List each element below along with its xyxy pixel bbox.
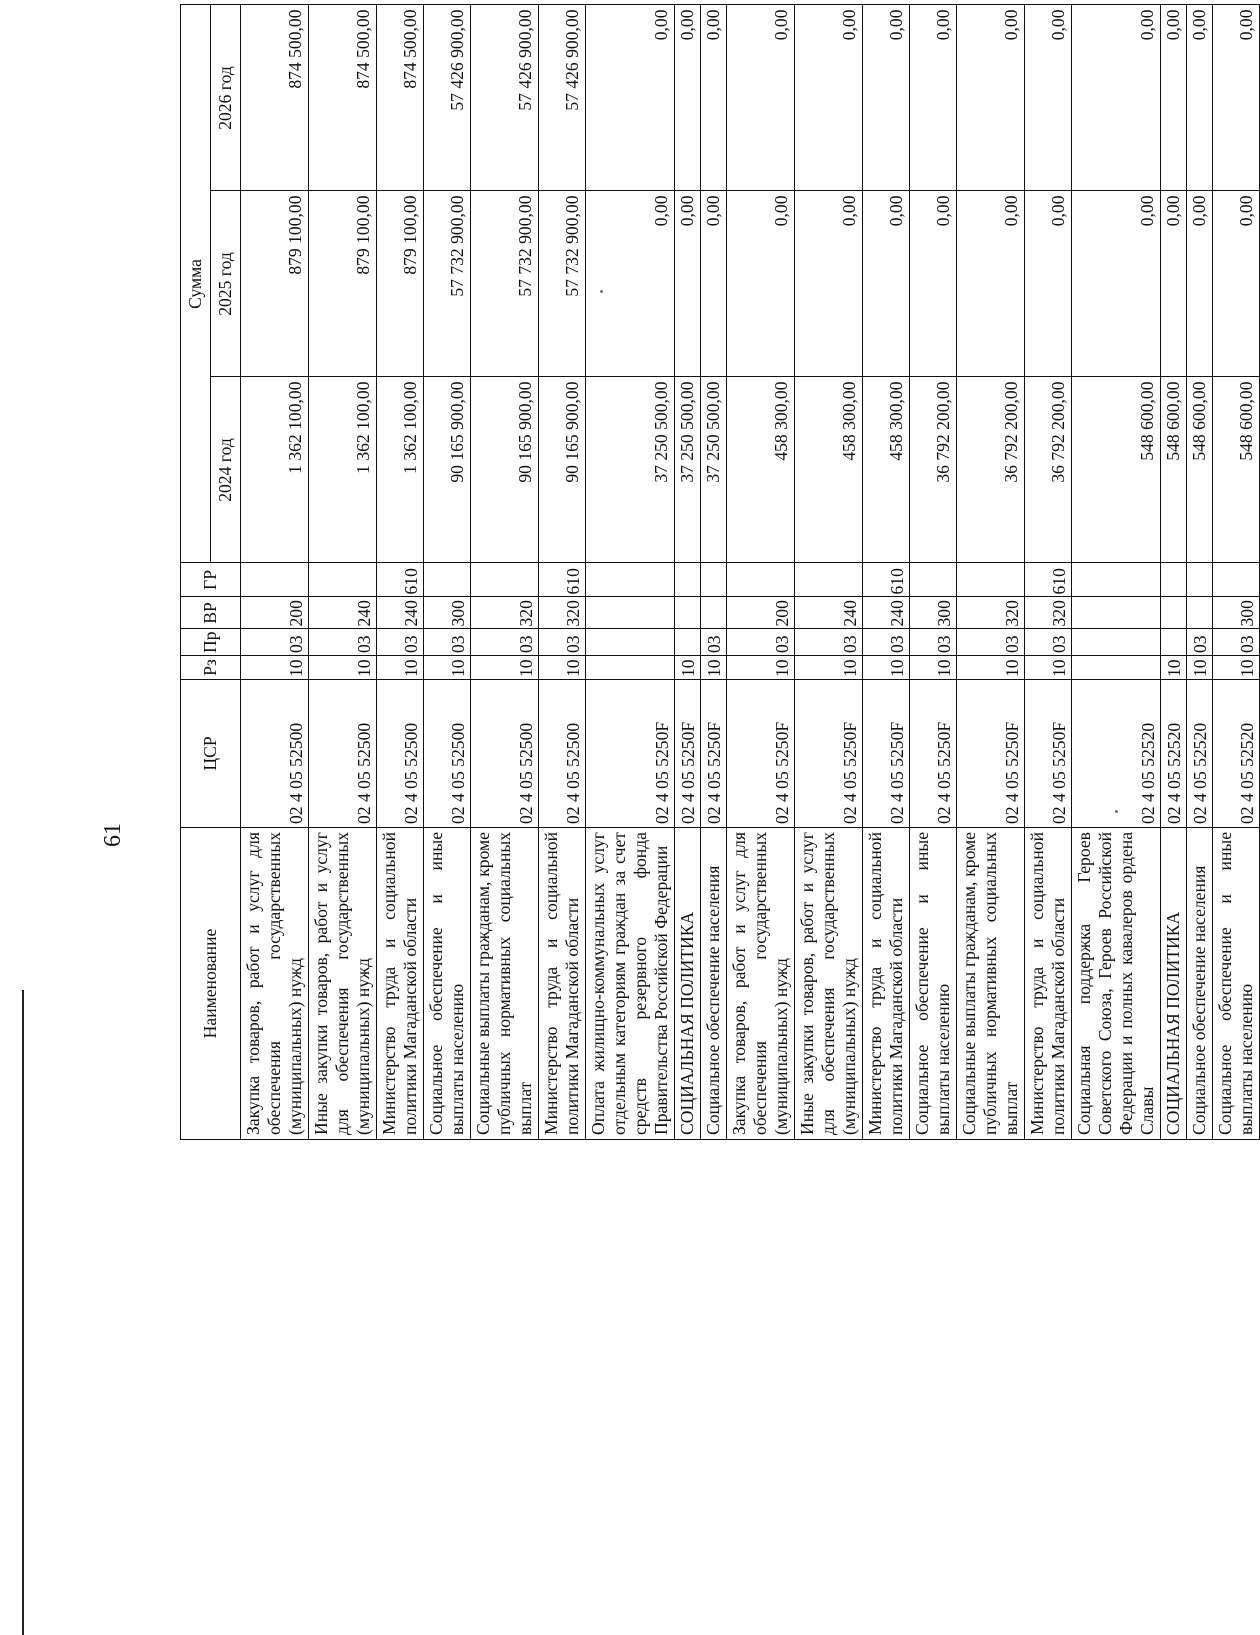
row-vr: 240	[863, 597, 910, 629]
row-pr: 03	[471, 629, 539, 656]
row-amount-2025: 0,00	[910, 191, 957, 377]
row-csr: 02 4 05 5250F	[795, 680, 863, 828]
row-gr: 610	[1025, 563, 1072, 597]
row-vr	[1187, 597, 1213, 629]
row-amount-2025: 0,00	[675, 191, 701, 377]
row-name: Социальное обеспечение и иные выплаты населению	[1213, 828, 1260, 1140]
row-rz	[586, 656, 675, 680]
row-pr	[1072, 629, 1161, 656]
row-amount-2025: 57 732 900,00	[539, 191, 586, 377]
row-csr: 02 4 05 52500	[241, 680, 309, 828]
row-amount-2025: 0,00	[1187, 191, 1213, 377]
row-gr	[675, 563, 701, 597]
row-amount-2026: 0,00	[1213, 5, 1260, 191]
row-vr: 300	[910, 597, 957, 629]
row-amount-2024: 548 600,00	[1213, 377, 1260, 563]
table-row	[957, 5, 1025, 1140]
row-amount-2026: 0,00	[727, 5, 795, 191]
row-amount-2025: 0,00	[727, 191, 795, 377]
row-pr: 03	[795, 629, 863, 656]
table-row	[586, 5, 675, 1140]
row-csr: 02 4 05 52500	[377, 680, 424, 828]
row-csr: 02 4 05 5250F	[910, 680, 957, 828]
row-rz: 10	[957, 656, 1025, 680]
row-vr: 300	[424, 597, 471, 629]
row-name: Оплата жилищно-коммунальных услуг отдельным категориям граждан за счет средств резервного фонда Правительства Российской Федерации	[586, 828, 675, 1140]
row-rz: 10	[863, 656, 910, 680]
row-name: Министерство труда и социальной политики Магаданской области	[377, 828, 424, 1140]
row-amount-2025: 0,00	[1213, 191, 1260, 377]
row-pr: 03	[727, 629, 795, 656]
row-pr: 03	[1187, 629, 1213, 656]
row-pr: 03	[424, 629, 471, 656]
row-amount-2026: 0,00	[1161, 5, 1187, 191]
row-amount-2026: 874 500,00	[241, 5, 309, 191]
row-csr: 02 4 05 52520	[1213, 680, 1260, 828]
row-name: Социальное обеспечение и иные выплаты населению	[910, 828, 957, 1140]
row-gr: 610	[377, 563, 424, 597]
row-amount-2024: 37 250 500,00	[701, 377, 727, 563]
row-amount-2024: 36 792 200,00	[910, 377, 957, 563]
row-amount-2024: 548 600,00	[1187, 377, 1213, 563]
table-row	[675, 5, 701, 1140]
row-name: СОЦИАЛЬНАЯ ПОЛИТИКА	[675, 828, 701, 1140]
row-amount-2026: 874 500,00	[309, 5, 377, 191]
row-pr	[586, 629, 675, 656]
row-name: СОЦИАЛЬНАЯ ПОЛИТИКА	[1161, 828, 1187, 1140]
row-amount-2025: 57 732 900,00	[471, 191, 539, 377]
row-amount-2025: 0,00	[1161, 191, 1187, 377]
row-amount-2025: 879 100,00	[377, 191, 424, 377]
table-row	[795, 5, 863, 1140]
header-2024: 2024 год	[211, 377, 241, 563]
row-name: Иные закупки товаров, работ и услуг для обеспечения государственных (муниципальных) нужд	[795, 828, 863, 1140]
row-vr	[586, 597, 675, 629]
row-amount-2024: 458 300,00	[795, 377, 863, 563]
row-pr: 03	[539, 629, 586, 656]
row-vr	[1161, 597, 1187, 629]
row-name: Социальное обеспечение населения	[701, 828, 727, 1140]
row-rz: 10	[309, 656, 377, 680]
table-row	[1187, 5, 1213, 1140]
header-sum: Сумма	[181, 5, 211, 563]
row-vr: 320	[539, 597, 586, 629]
row-gr	[309, 563, 377, 597]
row-amount-2026: 0,00	[957, 5, 1025, 191]
row-rz: 10	[1213, 656, 1260, 680]
row-name: Министерство труда и социальной политики Магаданской области	[1025, 828, 1072, 1140]
row-amount-2024: 458 300,00	[727, 377, 795, 563]
row-csr: 02 4 05 52520	[1161, 680, 1187, 828]
row-pr: 03	[1025, 629, 1072, 656]
row-csr: 02 4 05 5250F	[957, 680, 1025, 828]
row-amount-2026: 0,00	[586, 5, 675, 191]
row-amount-2024: 90 165 900,00	[471, 377, 539, 563]
row-name: Социальное обеспечение и иные выплаты населению	[424, 828, 471, 1140]
row-rz: 10	[727, 656, 795, 680]
row-amount-2024: 37 250 500,00	[675, 377, 701, 563]
row-rz: 10	[241, 656, 309, 680]
row-csr: 02 4 05 5250F	[727, 680, 795, 828]
row-amount-2024: 1 362 100,00	[309, 377, 377, 563]
row-amount-2026: 0,00	[1072, 5, 1161, 191]
header-rz: Рз	[181, 656, 241, 680]
header-pr: Пр	[181, 629, 241, 656]
row-gr	[795, 563, 863, 597]
row-pr: 03	[957, 629, 1025, 656]
row-rz: 10	[377, 656, 424, 680]
header-gr: ГР	[181, 563, 241, 597]
row-amount-2026: 874 500,00	[377, 5, 424, 191]
row-amount-2026: 57 426 900,00	[539, 5, 586, 191]
row-rz: 10	[795, 656, 863, 680]
row-pr: 03	[309, 629, 377, 656]
row-vr: 300	[1213, 597, 1260, 629]
row-rz: 10	[910, 656, 957, 680]
row-amount-2025: 0,00	[863, 191, 910, 377]
table-row	[309, 5, 377, 1140]
header-csr: ЦСР	[181, 680, 241, 828]
row-rz: 10	[539, 656, 586, 680]
row-name: Социальные выплаты гражданам, кроме публичных нормативных социальных выплат	[957, 828, 1025, 1140]
row-gr	[586, 563, 675, 597]
table-row	[471, 5, 539, 1140]
row-amount-2025: 0,00	[795, 191, 863, 377]
row-gr	[424, 563, 471, 597]
row-vr: 320	[957, 597, 1025, 629]
row-amount-2025: 0,00	[1072, 191, 1161, 377]
row-vr	[1072, 597, 1161, 629]
table-row	[1072, 5, 1161, 1140]
row-vr: 320	[471, 597, 539, 629]
row-name: Министерство труда и социальной политики Магаданской области	[539, 828, 586, 1140]
row-amount-2024: 36 792 200,00	[957, 377, 1025, 563]
row-rz: 10	[1187, 656, 1213, 680]
row-vr: 200	[241, 597, 309, 629]
row-vr: 240	[309, 597, 377, 629]
row-pr: 03	[1213, 629, 1260, 656]
budget-table	[180, 4, 1260, 1140]
row-amount-2026: 0,00	[910, 5, 957, 191]
row-amount-2025: 0,00	[1025, 191, 1072, 377]
table-row	[863, 5, 910, 1140]
row-name: Министерство труда и социальной политики Магаданской области	[863, 828, 910, 1140]
row-amount-2024: 1 362 100,00	[377, 377, 424, 563]
header-name: Наименование	[181, 828, 241, 1140]
row-pr: 03	[910, 629, 957, 656]
row-vr	[701, 597, 727, 629]
row-csr: 02 4 05 52500	[539, 680, 586, 828]
row-amount-2024: 36 792 200,00	[1025, 377, 1072, 563]
row-amount-2024: 548 600,00	[1072, 377, 1161, 563]
row-amount-2025: 879 100,00	[241, 191, 309, 377]
row-name: Социальные выплаты гражданам, кроме публичных нормативных социальных выплат	[471, 828, 539, 1140]
row-gr	[241, 563, 309, 597]
row-rz: 10	[1025, 656, 1072, 680]
row-vr: 320	[1025, 597, 1072, 629]
row-pr: 03	[241, 629, 309, 656]
row-amount-2024: 458 300,00	[863, 377, 910, 563]
row-amount-2024: 37 250 500,00	[586, 377, 675, 563]
row-amount-2025: 0,00	[586, 191, 675, 377]
row-amount-2026: 0,00	[1025, 5, 1072, 191]
row-csr: 02 4 05 5250F	[1025, 680, 1072, 828]
row-amount-2026: 57 426 900,00	[424, 5, 471, 191]
row-gr	[957, 563, 1025, 597]
table-row	[910, 5, 957, 1140]
row-amount-2026: 0,00	[701, 5, 727, 191]
page-number: 61	[100, 823, 126, 847]
row-amount-2024: 90 165 900,00	[539, 377, 586, 563]
row-gr	[1187, 563, 1213, 597]
row-amount-2024: 548 600,00	[1161, 377, 1187, 563]
row-vr: 240	[795, 597, 863, 629]
row-vr: 200	[727, 597, 795, 629]
row-name: Закупка товаров, работ и услуг для обеспечения государственных (муниципальных) нужд	[727, 828, 795, 1140]
row-gr	[1072, 563, 1161, 597]
table-row	[539, 5, 586, 1140]
row-rz	[1072, 656, 1161, 680]
row-amount-2025: 0,00	[957, 191, 1025, 377]
row-amount-2024: 1 362 100,00	[241, 377, 309, 563]
table-row	[727, 5, 795, 1140]
row-pr	[1161, 629, 1187, 656]
table-row	[241, 5, 309, 1140]
row-amount-2025: 0,00	[701, 191, 727, 377]
table-body	[241, 5, 1260, 1140]
row-gr	[910, 563, 957, 597]
row-csr: 02 4 05 5250F	[586, 680, 675, 828]
row-gr: 610	[863, 563, 910, 597]
row-gr: 610	[539, 563, 586, 597]
row-csr: 02 4 05 52520	[1072, 680, 1161, 828]
row-csr: 02 4 05 52500	[471, 680, 539, 828]
header-2026: 2026 год	[211, 5, 241, 191]
row-amount-2026: 0,00	[795, 5, 863, 191]
row-csr: 02 4 05 52500	[424, 680, 471, 828]
row-csr: 02 4 05 52520	[1187, 680, 1213, 828]
row-rz: 10	[675, 656, 701, 680]
header-2025: 2025 год	[211, 191, 241, 377]
row-amount-2026: 0,00	[675, 5, 701, 191]
row-name: Социальная поддержка Героев Советского Союза, Героев Российской Федерации и полных кавалеров ордена Славы	[1072, 828, 1161, 1140]
row-csr: 02 4 05 52500	[309, 680, 377, 828]
row-vr: 240	[377, 597, 424, 629]
header-row	[181, 5, 211, 1140]
row-name: Закупка товаров, работ и услуг для обеспечения государственных (муниципальных) нужд	[241, 828, 309, 1140]
row-amount-2026: 0,00	[1187, 5, 1213, 191]
row-pr: 03	[377, 629, 424, 656]
header-vr: ВР	[181, 597, 241, 629]
row-rz: 10	[424, 656, 471, 680]
row-rz: 10	[701, 656, 727, 680]
row-pr: 03	[701, 629, 727, 656]
table-row	[1213, 5, 1260, 1140]
row-amount-2026: 0,00	[863, 5, 910, 191]
row-gr	[471, 563, 539, 597]
row-amount-2025: 879 100,00	[309, 191, 377, 377]
row-pr: 03	[863, 629, 910, 656]
row-gr	[727, 563, 795, 597]
table-row	[424, 5, 471, 1140]
row-vr	[675, 597, 701, 629]
row-rz: 10	[471, 656, 539, 680]
row-gr	[1161, 563, 1187, 597]
row-amount-2026: 57 426 900,00	[471, 5, 539, 191]
row-pr	[675, 629, 701, 656]
table-row	[1161, 5, 1187, 1140]
row-gr	[701, 563, 727, 597]
row-csr: 02 4 05 5250F	[863, 680, 910, 828]
row-csr: 02 4 05 5250F	[675, 680, 701, 828]
row-csr: 02 4 05 5250F	[701, 680, 727, 828]
row-gr	[1213, 563, 1260, 597]
row-name: Социальное обеспечение населения	[1187, 828, 1213, 1140]
table-row	[377, 5, 424, 1140]
table-row	[1025, 5, 1072, 1140]
row-amount-2025: 57 732 900,00	[424, 191, 471, 377]
row-rz: 10	[1161, 656, 1187, 680]
row-amount-2024: 90 165 900,00	[424, 377, 471, 563]
row-name: Иные закупки товаров, работ и услуг для обеспечения государственных (муниципальных) нужд	[309, 828, 377, 1140]
table-row	[701, 5, 727, 1140]
